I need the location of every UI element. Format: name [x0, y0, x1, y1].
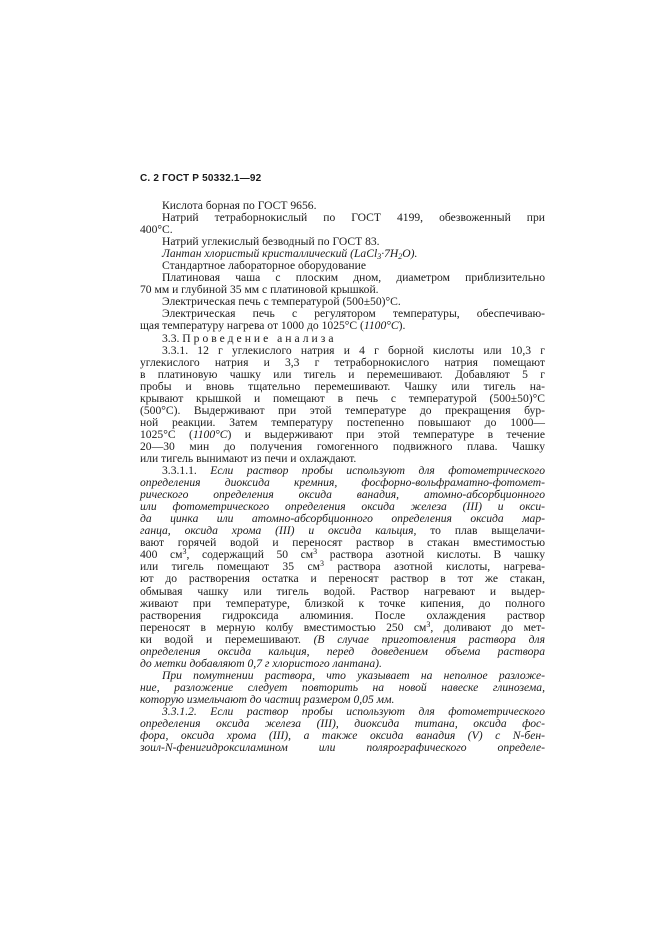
text-segment: ) и выдерживают при этой температуре в течение [227, 427, 545, 441]
text-segment: 3 [313, 547, 318, 557]
text-segment: O). [402, 247, 418, 261]
text-segment: зоил-N-фенигидроксиламином или полярографического определе- [140, 741, 545, 755]
text-segment: Электрическая печь с регулятором температуры, обеспечиваю- [162, 307, 545, 321]
text-segment: да цинка или атомно-абсорбционного определения оксида мар- [140, 512, 545, 526]
text-segment: Если раствор пробы используют для фотометрического [210, 464, 545, 478]
text-segment: раствора азотной кислоты. В чашку [317, 548, 545, 562]
text-segment: пробы и вновь тщательно перемешивают. Чашку или тигель на- [140, 379, 545, 393]
text-segment: щая температуру нагрева от 1000 до 1025°С ( [140, 319, 364, 333]
text-segment: вают горячей водой и переносят раствор в стакан вместимостью [140, 536, 545, 550]
text-segment: (В случае приготовления раствора для [313, 632, 545, 646]
text-segment: или тигель помещают 35 см [140, 560, 320, 574]
document-body [140, 200, 545, 754]
text-segment: или тигель вынимают из печи и охлаждают. [140, 451, 357, 465]
text-segment: 1100°C [192, 427, 228, 441]
text-segment: , содержащий 50 см [186, 548, 314, 562]
text-segment: переносят в мерную колбу вместимостью 250 см [140, 620, 427, 634]
text-segment: ют до растворения остатка и переносят раствор в тот же стакан, [140, 572, 545, 586]
text-segment: живают при температуре, близкой к точке кипения, до полного [140, 596, 545, 610]
text-segment: Кислота борная по ГОСТ 9656. [162, 199, 317, 212]
text-segment: то плав выщелачи- [416, 524, 545, 538]
text-segment: 3.3. [162, 331, 183, 345]
text-segment: растворения гидроксида алюминия. После охлаждения раствор [140, 608, 545, 622]
text-segment: Стандартное лабораторное оборудование [162, 259, 366, 273]
text-segment: в платиновую чашку или тигель и перемешивают. Добавляют 5 г [140, 367, 545, 381]
text-segment: Проведение анализа [182, 331, 337, 345]
text-segment: 3 [319, 559, 324, 569]
text-segment: крывают крышкой и помещают в печь с температурой (500±50)°С [140, 391, 545, 405]
text-segment: углекислого натрия и 3,3 г тетраборнокислого натрия помещают [140, 355, 545, 369]
text-segment: или фотометрического определения оксида железа (III) и окси- [140, 500, 545, 514]
text-segment: 3.3.1.2. Если раствор пробы используют для фотометрического [162, 704, 545, 718]
text-segment: Платиновая чаша с плоским дном, диаметром приблизительно [162, 271, 545, 285]
text-segment: 1025°С ( [140, 427, 193, 441]
text-segment: (500°С). Выдерживают при этой температуре до прекращения бур- [140, 403, 545, 417]
text-segment: определения оксида железа (III), диоксида титана, оксида фос- [140, 717, 545, 731]
text-segment: которую измельчают до частиц размером 0,05 мм. [140, 692, 395, 706]
text-line [140, 742, 545, 754]
text-segment: до метки добавляют 0,7 г хлористого лантана). [140, 656, 382, 670]
text-segment: 3 [377, 252, 382, 262]
text-segment: 3.3.1.1. [162, 464, 211, 478]
text-segment: фора, оксида хрома (III), а также оксида ванадия (V) с N-бен- [140, 729, 545, 743]
text-segment: определения оксида кальция, перед доведением объема раствора [140, 644, 545, 658]
text-segment: обмывая чашку или тигель водой. Раствор нагревают и выдер- [140, 584, 545, 598]
text-segment: Лантан хлористый кристаллический (LaCl [162, 247, 378, 261]
text-segment: 1100°C [363, 319, 399, 333]
text-segment: 2 [398, 252, 403, 262]
text-segment: 400°С. [140, 223, 173, 237]
text-segment: рического определения оксида ванадия, атомно-абсорбционного [140, 488, 545, 502]
text-segment: раствора азотной кислоты, нагрева- [323, 560, 545, 574]
text-segment: 70 мм и глубиной 35 мм с платиновой крышкой. [140, 283, 379, 297]
text-segment: ки водой и перемешивают. [140, 632, 314, 646]
text-segment: При помутнении раствора, что указывает на неполное разложе- [162, 668, 545, 682]
text-segment: 20—30 мин до получения гомогенного подвижного плава. Чашку [140, 439, 545, 453]
text-line [140, 212, 545, 224]
text-segment: ние, разложение следует повторить на новой навеске глинозема, [140, 680, 545, 694]
text-segment: ганца, оксида хрома (III) и оксида кальция, [140, 524, 417, 538]
text-segment: ·7H [381, 247, 399, 261]
text-segment: Электрическая печь с температурой (500±50)°С. [162, 295, 401, 309]
text-segment: 400 см [140, 548, 183, 562]
text-segment: определения диоксида кремния, фосфорно-вольфраматно-фотомет- [140, 476, 545, 490]
text-segment: 3.3.1. 12 г углекислого натрия и 4 г борной кислоты или 10,3 г [162, 343, 545, 357]
page-header: С. 2 ГОСТ Р 50332.1—92 [140, 173, 262, 184]
text-segment: Натрий тетраборнокислый по ГОСТ 4199, обезвоженный при [162, 211, 545, 225]
text-segment: 3 [182, 547, 187, 557]
text-segment: 3 [426, 619, 431, 629]
text-segment: Натрий углекислый безводный по ГОСТ 83. [162, 235, 380, 249]
text-segment: , доливают до мет- [430, 620, 545, 634]
text-segment: ). [398, 319, 406, 333]
text-segment: ной реакции. Затем температуру постепенно повышают до 1000— [140, 415, 545, 429]
